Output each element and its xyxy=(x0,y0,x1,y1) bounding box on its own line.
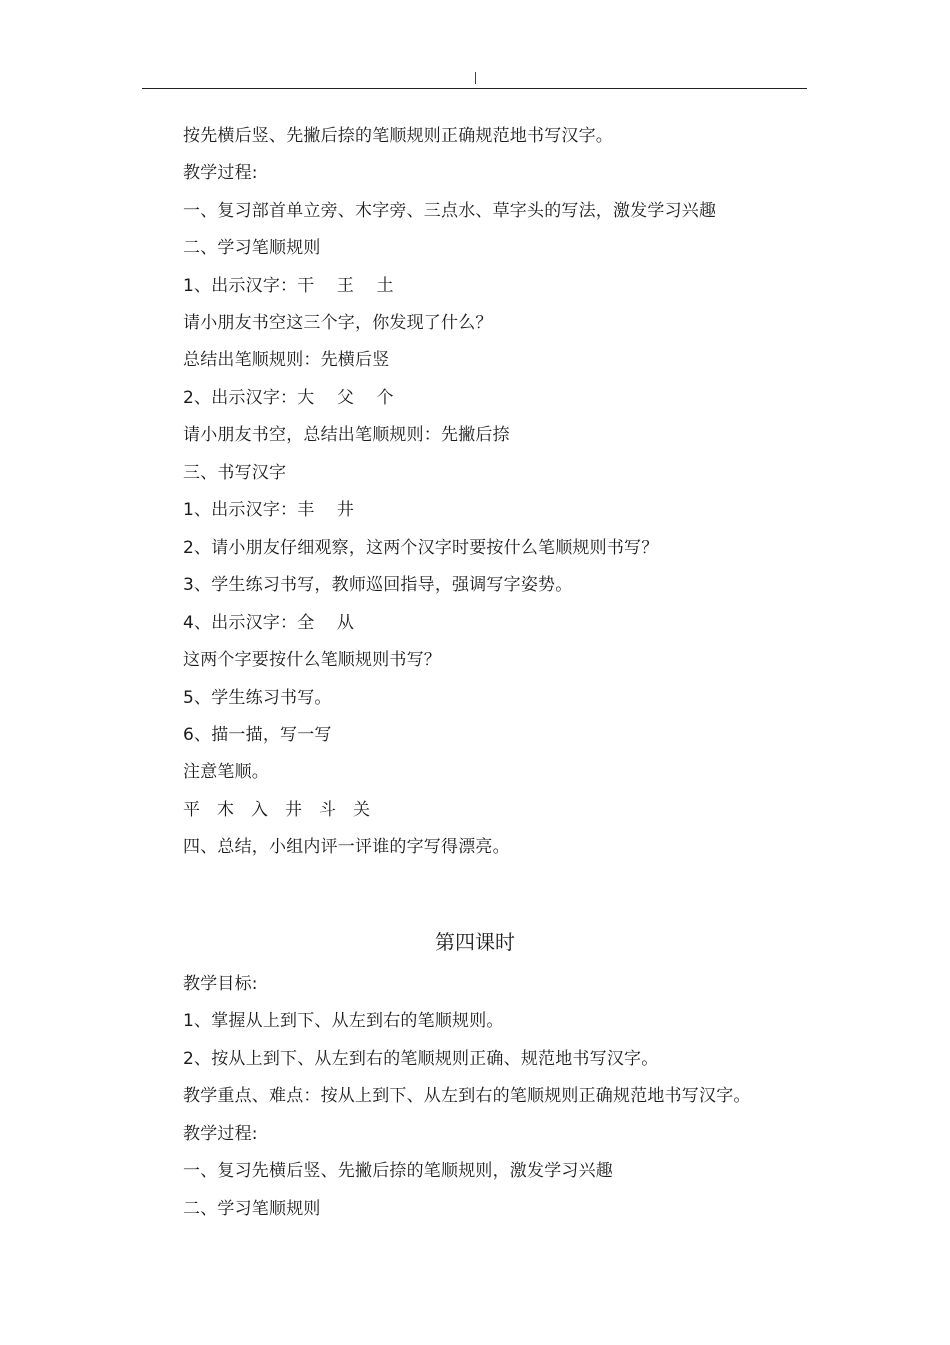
text-line: 6、描一描，写一写 xyxy=(183,725,332,745)
text-line: 平 木 入 井 斗 关 xyxy=(183,800,371,820)
text-line: 2、按从上到下、从左到右的笔顺规则正确、规范地书写汉字。 xyxy=(183,1049,659,1069)
text-line: 教学过程: xyxy=(183,1124,258,1144)
text-line: 教学过程: xyxy=(183,163,258,183)
text-line: 5、学生练习书写。 xyxy=(183,688,332,708)
text-line: 1、出示汉字：干 王 土 xyxy=(183,276,394,296)
text-line: 请小朋友书空，总结出笔顺规则：先撇后捺 xyxy=(183,425,510,445)
text-line: 2、请小朋友仔细观察，这两个汉字时要按什么笔顺规则书写？ xyxy=(183,538,659,558)
header-mark xyxy=(475,72,476,84)
text-line: 总结出笔顺规则：先横后竖 xyxy=(183,350,390,370)
section-title: 第四课时 xyxy=(435,930,515,954)
text-line: 四、总结，小组内评一评谁的字写得漂亮。 xyxy=(183,837,510,857)
text-line: 教学目标: xyxy=(183,974,258,994)
text-line: 注意笔顺。 xyxy=(183,762,269,782)
text-line: 一、复习先横后竖、先撇后捺的笔顺规则，激发学习兴趣 xyxy=(183,1161,613,1181)
text-line: 请小朋友书空这三个字，你发现了什么？ xyxy=(183,313,493,333)
text-line: 2、出示汉字：大 父 个 xyxy=(183,388,394,408)
header-rule xyxy=(142,88,807,89)
text-line: 二、学习笔顺规则 xyxy=(183,238,321,258)
text-line: 三、书写汉字 xyxy=(183,463,287,483)
text-line: 1、掌握从上到下、从左到右的笔顺规则。 xyxy=(183,1011,504,1031)
text-line: 二、学习笔顺规则 xyxy=(183,1199,321,1219)
text-line: 这两个字要按什么笔顺规则书写？ xyxy=(183,650,441,670)
text-line: 1、出示汉字：丰 井 xyxy=(183,500,355,520)
text-line: 一、复习部首单立旁、木字旁、三点水、草字头的写法，激发学习兴趣 xyxy=(183,201,717,221)
text-line: 按先横后竖、先撇后捺的笔顺规则正确规范地书写汉字。 xyxy=(183,126,613,146)
text-line: 3、学生练习书写，教师巡回指导，强调写字姿势。 xyxy=(183,575,573,595)
text-line: 教学重点、难点：按从上到下、从左到右的笔顺规则正确规范地书写汉字。 xyxy=(183,1086,751,1106)
text-line: 4、出示汉字：全 从 xyxy=(183,613,355,633)
